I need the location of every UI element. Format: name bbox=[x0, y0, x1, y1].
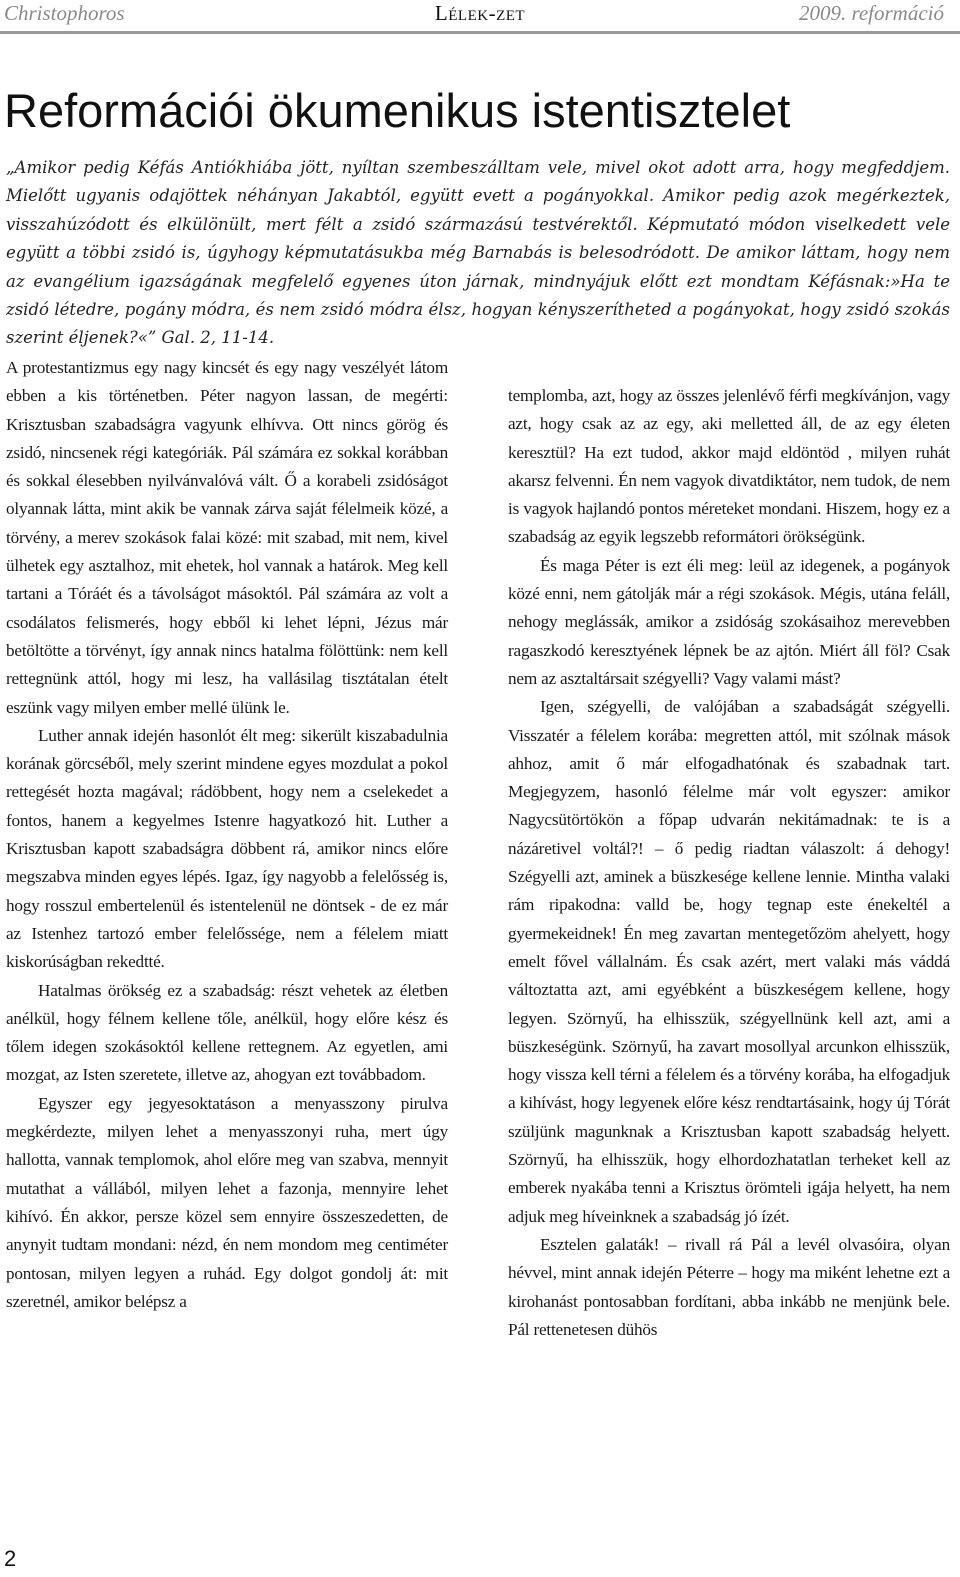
header-section: Lélek-zet bbox=[434, 1, 526, 25]
paragraph: Luther annak idején hasonlót élt meg: sikerült kiszabadulnia korának görcséből, mely szerint mindene egyes mozdulat a pokol rettegését hozta magával; rádöbbent, hogy nem a cselekedet a fontos, hanem a kegyelmes Istenre hagyatkozó hit. Luther a Krisztusban kapott szabadságra döbbent rá, amikor nincs előre megszabva minden egyes lépés. Igaz, így nagyobb a felelősség is, hogy rosszul embertelenül és istentelenül ne döntsek - de ez már az Istenhez tartozó ember felelőssége, nem a félelem miatt kiskorúságban rekedtté. bbox=[6, 725, 448, 972]
article-title: Reformációi ökumenikus istentisztelet bbox=[4, 84, 791, 137]
paragraph: És maga Péter is ezt éli meg: leül az idegenek, a pogányok közé enni, nem gátolják már a régi szokások. Mégis, utána feláll, nehogy meglássák, amikor a zsidóság szokásaihoz merevebben ragaszkodó keresztyének lépnek be az ajtón. Miért áll föl? Csak nem az asztaltársait szégyelli? Vagy valami mást? bbox=[508, 555, 950, 688]
paragraph: templomba, azt, hogy az összes jelenlévő férfi megkívánjon, vagy azt, hogy csak az az egy, aki melletted áll, de az egy életen keresztül? Ha ezt tudod, akkor majd eldöntöd , milyen ruhát akarsz felvenni. Én nem vagyok divatdiktátor, nem tudok, de nem is vagyok hajlandó pontos méreteket mondani. Hiszem, hogy ez a szabadság az egyik legszebb reformátori örökségünk. bbox=[508, 386, 950, 547]
paragraph: Esztelen galaták! – rivall rá Pál a levél olvasóira, olyan hévvel, mint annak idején Péterre – hogy ma miként lehetne ezt a kirohanást pontosabban fordítani, abba inkább ne menjünk bele. Pál rettenetesen dühös bbox=[508, 1234, 950, 1339]
page-number: 2 bbox=[4, 1546, 17, 1571]
header-issue: 2009. reformáció bbox=[798, 1, 944, 25]
paragraph: Hatalmas örökség ez a szabadság: részt vehetek az életben anélkül, hogy félnem kellene tőle, anélkül, hogy előre kész és tőlem idegen szokásoktól kellene rettegnem. Az egyetlen, ami mozgat, az Isten szeretete, illetve az, ahogyan ezt továbbadom. bbox=[6, 980, 448, 1085]
text-column-left bbox=[6, 354, 448, 1316]
header-journal-name: Christophoros bbox=[4, 1, 125, 25]
paragraph: Igen, szégyelli, de valójában a szabadságát szégyelli. Visszatér a félelem korába: megretten attól, mit szólnak mások ahhoz, amit ő már elfogadhatónak és szabadnak tart. Megjegyzem, hasonló félelme már volt egyszer: amikor Nagycsütörtökön a főpap udvarán nekitámadnak: te is a názáretivel voltál?! – ő pedig riadtan válaszolt: á dehogy! Szégyelli azt, aminek a büszkesége kellene lennie. Mintha valaki rám ripakodna: valld be, hogy tegnap este énekeltél a gyermekeidnek! Én meg zavartan mentegetőzöm ahelyett, hogy emelt fővel vállalnám. És csak azért, mert valaki más váddá változtatta azt, ami egyébként a büszkeségem kellene, hogy legyen. Szörnyű, ha elhisszük, szégyellnünk kell azt, ami a büszkeségünk. Szörnyű, ha zavart mosollyal arcunkon elhisszük, hogy vissza kell térni a félelem és a törvény korába, ha elfogadjuk a kihívást, hogy legyenek előre kész rendtartásaink, hogy új Tórát szüljünk magunknak a Krisztusban kapott szabadság helyett. Szörnyű, ha elhisszük, hogy elhordozhatatlan terheket kell az emberek nyakába tenni a Krisztus örömteli igája helyett, ha nem adjuk meg híveinknek a szabadság jó ízét. bbox=[508, 697, 950, 1226]
paragraph: A protestantizmus egy nagy kincsét és egy nagy veszélyét látom ebben a kis történetben. Péter nagyon lassan, de megérti: Krisztusban szabadságra vagyunk elhívva. Ott nincs görög és zsidó, nincsenek régi kategóriák. Pál számára ez sokkal korábban és sokkal élesebben nyilvánvalóvá vált. Ő a korabeli zsidóságot olyannak látta, mint akik be vannak zárva saját félelmeik közé, a törvény, a merev szokások falai közé: mit szabad, mit nem, kivel ülhetek egy asztalhoz, mit ehetek, hol vannak a határok. Meg kell tartani a Tóráét és a távolságot másoktól. Pál számára az volt a csodálatos felismerés, hogy ebből ki lehet lépni, Jézus már betöltötte a törvényt, így annak nincs hatalma fölöttünk: nem kell rettegnünk attól, hogy mi lesz, ha vallásilag tisztátalan ételt eszünk vagy milyen ember mellé ülünk le. bbox=[6, 358, 448, 717]
text-column-right bbox=[508, 382, 950, 1344]
header-rule bbox=[0, 31, 960, 34]
paragraph: Egyszer egy jegyesoktatáson a menyasszony pirulva megkérdezte, milyen lehet a menyasszonyi ruha, mert úgy hallotta, vannak templomok, ahol előre meg van szabva, mennyit mutathat a vállából, milyen lehet a fazonja, mennyire lehet kihívó. Én akkor, persze közel sem ennyire összeszedetten, de anynyit tudtam mondani: nézd, én nem mondom meg centiméter pontosan, milyen legyen a ruhád. Egy dolgot gondolj át: mit szeretnél, amikor belépsz a bbox=[6, 1093, 448, 1311]
running-header bbox=[0, 0, 960, 34]
scripture-quote: „Amikor pedig Kéfás Antiókhiába jött, nyíltan szembeszálltam vele, mivel okot adott arra, hogy megfeddjem. Mielőtt ugyanis odajöttek néhányan Jakabtól, együtt evett a pogányokkal. Amikor pedig azok megérkeztek, visszahúzódott és elkülönült, mert félt a zsidó származású testvérektől. Képmutató módon viselkedett vele együtt a többi zsidó is, úgyhogy képmutatásukba még Barnabás is belesodródott. De amikor láttam, hogy nem az evangélium igazságának megfelelő egyenes úton járnak, mindnyájuk előtt ezt mondtam Kéfásnak:»Ha te zsidó létedre, pogány módra, és nem zsidó módra élsz, hogyan kényszerítheted a pogányokat, hogy zsidó szokás szerint éljenek?«” Gal. 2, 11-14. bbox=[6, 158, 950, 348]
